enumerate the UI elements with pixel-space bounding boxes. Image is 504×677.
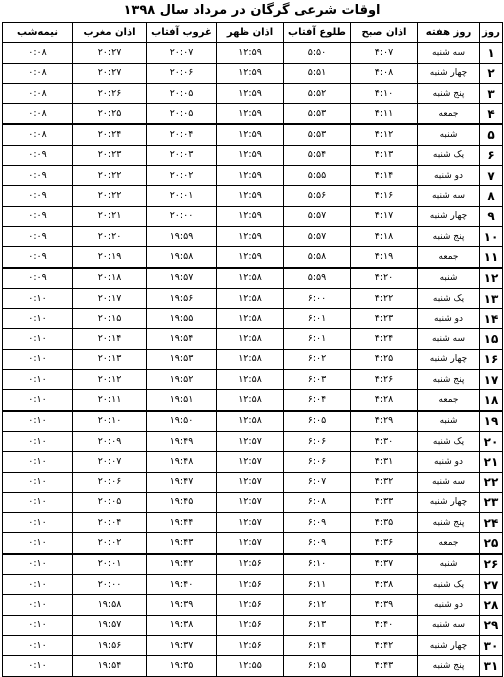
dhuhr-cell: ۱۲:۵۵ bbox=[217, 656, 284, 676]
weekday-cell: چهار شنبه bbox=[418, 206, 480, 226]
sunset-cell: ۲۰:۰۶ bbox=[147, 63, 217, 83]
weekday-cell: یک شنبه bbox=[418, 288, 480, 308]
table-row bbox=[3, 83, 503, 103]
sunrise-cell: ۵:۵۳ bbox=[284, 104, 351, 125]
maghrib-cell: ۲۰:۲۵ bbox=[73, 104, 147, 125]
dhuhr-cell: ۱۲:۵۷ bbox=[217, 533, 284, 554]
sunset-cell: ۲۰:۰۴ bbox=[147, 124, 217, 145]
fajr-cell: ۴:۱۰ bbox=[351, 83, 418, 103]
dhuhr-cell: ۱۲:۵۹ bbox=[217, 124, 284, 145]
table-row bbox=[3, 268, 503, 289]
maghrib-cell: ۱۹:۵۶ bbox=[73, 635, 147, 655]
weekday-cell: چهار شنبه bbox=[418, 492, 480, 512]
header-sunset: غروب آفتاب bbox=[147, 23, 217, 43]
table-row bbox=[3, 472, 503, 492]
midnight-cell: ۰:۰۹ bbox=[3, 247, 73, 268]
day-cell: ۷ bbox=[480, 166, 503, 186]
weekday-cell: جمعه bbox=[418, 390, 480, 411]
table-row bbox=[3, 166, 503, 186]
table-row bbox=[3, 370, 503, 390]
midnight-cell: ۰:۱۰ bbox=[3, 595, 73, 615]
maghrib-cell: ۲۰:۰۰ bbox=[73, 575, 147, 595]
dhuhr-cell: ۱۲:۵۷ bbox=[217, 472, 284, 492]
page-title: اوقات شرعی گرگان در مرداد سال ۱۳۹۸ bbox=[123, 3, 381, 18]
dhuhr-cell: ۱۲:۵۸ bbox=[217, 349, 284, 369]
sunset-cell: ۱۹:۴۷ bbox=[147, 472, 217, 492]
table-row bbox=[3, 309, 503, 329]
fajr-cell: ۴:۱۷ bbox=[351, 206, 418, 226]
sunrise-cell: ۶:۰۱ bbox=[284, 329, 351, 349]
sunset-cell: ۱۹:۳۹ bbox=[147, 595, 217, 615]
sunrise-cell: ۵:۵۳ bbox=[284, 124, 351, 145]
day-cell: ۲۳ bbox=[480, 492, 503, 512]
prayer-times-table bbox=[2, 22, 503, 677]
midnight-cell: ۰:۱۰ bbox=[3, 635, 73, 655]
maghrib-cell: ۲۰:۲۷ bbox=[73, 43, 147, 63]
sunset-cell: ۱۹:۳۷ bbox=[147, 635, 217, 655]
fajr-cell: ۴:۲۲ bbox=[351, 288, 418, 308]
sunset-cell: ۱۹:۵۶ bbox=[147, 288, 217, 308]
day-cell: ۳ bbox=[480, 83, 503, 103]
dhuhr-cell: ۱۲:۵۹ bbox=[217, 43, 284, 63]
sunset-cell: ۱۹:۴۴ bbox=[147, 513, 217, 533]
header-dhuhr: اذان ظهر bbox=[217, 23, 284, 43]
weekday-cell: شنبه bbox=[418, 554, 480, 575]
day-cell: ۱۰ bbox=[480, 226, 503, 246]
fajr-cell: ۴:۲۸ bbox=[351, 390, 418, 411]
midnight-cell: ۰:۱۰ bbox=[3, 533, 73, 554]
sunset-cell: ۱۹:۵۸ bbox=[147, 247, 217, 268]
maghrib-cell: ۲۰:۰۴ bbox=[73, 513, 147, 533]
weekday-cell: سه شنبه bbox=[418, 615, 480, 635]
sunset-cell: ۲۰:۰۷ bbox=[147, 43, 217, 63]
table-row bbox=[3, 288, 503, 308]
sunrise-cell: ۶:۱۴ bbox=[284, 635, 351, 655]
day-cell: ۱ bbox=[480, 43, 503, 63]
sunrise-cell: ۵:۵۱ bbox=[284, 63, 351, 83]
fajr-cell: ۴:۳۳ bbox=[351, 492, 418, 512]
sunset-cell: ۱۹:۵۵ bbox=[147, 309, 217, 329]
dhuhr-cell: ۱۲:۵۷ bbox=[217, 452, 284, 472]
fajr-cell: ۴:۰۷ bbox=[351, 43, 418, 63]
maghrib-cell: ۲۰:۱۴ bbox=[73, 329, 147, 349]
fajr-cell: ۴:۳۲ bbox=[351, 472, 418, 492]
maghrib-cell: ۲۰:۲۰ bbox=[73, 226, 147, 246]
table-row bbox=[3, 329, 503, 349]
table-row bbox=[3, 452, 503, 472]
midnight-cell: ۰:۱۰ bbox=[3, 554, 73, 575]
dhuhr-cell: ۱۲:۵۹ bbox=[217, 206, 284, 226]
sunset-cell: ۱۹:۵۴ bbox=[147, 329, 217, 349]
day-cell: ۱۴ bbox=[480, 309, 503, 329]
day-cell: ۲۷ bbox=[480, 575, 503, 595]
sunrise-cell: ۶:۰۷ bbox=[284, 472, 351, 492]
sunrise-cell: ۶:۰۸ bbox=[284, 492, 351, 512]
weekday-cell: یک شنبه bbox=[418, 575, 480, 595]
dhuhr-cell: ۱۲:۵۶ bbox=[217, 615, 284, 635]
sunrise-cell: ۶:۰۱ bbox=[284, 309, 351, 329]
table-row bbox=[3, 349, 503, 369]
sunset-cell: ۱۹:۳۵ bbox=[147, 656, 217, 676]
midnight-cell: ۰:۰۸ bbox=[3, 124, 73, 145]
sunrise-cell: ۵:۵۶ bbox=[284, 186, 351, 206]
dhuhr-cell: ۱۲:۵۶ bbox=[217, 554, 284, 575]
day-cell: ۶ bbox=[480, 145, 503, 165]
day-cell: ۲۹ bbox=[480, 615, 503, 635]
dhuhr-cell: ۱۲:۵۹ bbox=[217, 247, 284, 268]
day-cell: ۲۲ bbox=[480, 472, 503, 492]
midnight-cell: ۰:۱۰ bbox=[3, 492, 73, 512]
sunrise-cell: ۵:۵۲ bbox=[284, 83, 351, 103]
sunrise-cell: ۶:۱۰ bbox=[284, 554, 351, 575]
table-row bbox=[3, 226, 503, 246]
midnight-cell: ۰:۱۰ bbox=[3, 513, 73, 533]
day-cell: ۱۳ bbox=[480, 288, 503, 308]
day-cell: ۲۴ bbox=[480, 513, 503, 533]
midnight-cell: ۰:۱۰ bbox=[3, 349, 73, 369]
header-row bbox=[3, 23, 503, 43]
fajr-cell: ۴:۲۵ bbox=[351, 349, 418, 369]
day-cell: ۱۷ bbox=[480, 370, 503, 390]
fajr-cell: ۴:۳۶ bbox=[351, 533, 418, 554]
sunrise-cell: ۶:۰۹ bbox=[284, 533, 351, 554]
day-cell: ۲۸ bbox=[480, 595, 503, 615]
sunrise-cell: ۶:۰۵ bbox=[284, 411, 351, 432]
weekday-cell: سه شنبه bbox=[418, 43, 480, 63]
fajr-cell: ۴:۳۱ bbox=[351, 452, 418, 472]
fajr-cell: ۴:۰۸ bbox=[351, 63, 418, 83]
day-cell: ۲۱ bbox=[480, 452, 503, 472]
fajr-cell: ۴:۳۵ bbox=[351, 513, 418, 533]
maghrib-cell: ۱۹:۵۴ bbox=[73, 656, 147, 676]
fajr-cell: ۴:۳۹ bbox=[351, 595, 418, 615]
sunset-cell: ۱۹:۵۰ bbox=[147, 411, 217, 432]
midnight-cell: ۰:۰۹ bbox=[3, 145, 73, 165]
table-row bbox=[3, 206, 503, 226]
sunset-cell: ۲۰:۰۵ bbox=[147, 83, 217, 103]
weekday-cell: جمعه bbox=[418, 533, 480, 554]
midnight-cell: ۰:۱۰ bbox=[3, 575, 73, 595]
dhuhr-cell: ۱۲:۵۷ bbox=[217, 431, 284, 451]
table-row bbox=[3, 63, 503, 83]
maghrib-cell: ۲۰:۲۷ bbox=[73, 63, 147, 83]
day-cell: ۱۵ bbox=[480, 329, 503, 349]
sunset-cell: ۱۹:۵۲ bbox=[147, 370, 217, 390]
weekday-cell: شنبه bbox=[418, 124, 480, 145]
sunrise-cell: ۶:۰۶ bbox=[284, 431, 351, 451]
sunset-cell: ۱۹:۵۷ bbox=[147, 268, 217, 289]
day-cell: ۳۰ bbox=[480, 635, 503, 655]
dhuhr-cell: ۱۲:۵۹ bbox=[217, 83, 284, 103]
sunrise-cell: ۵:۵۵ bbox=[284, 166, 351, 186]
maghrib-cell: ۲۰:۰۷ bbox=[73, 452, 147, 472]
day-cell: ۹ bbox=[480, 206, 503, 226]
maghrib-cell: ۲۰:۰۱ bbox=[73, 554, 147, 575]
fajr-cell: ۴:۱۱ bbox=[351, 104, 418, 125]
midnight-cell: ۰:۱۰ bbox=[3, 411, 73, 432]
table-row bbox=[3, 595, 503, 615]
day-cell: ۴ bbox=[480, 104, 503, 125]
maghrib-cell: ۲۰:۰۵ bbox=[73, 492, 147, 512]
dhuhr-cell: ۱۲:۵۸ bbox=[217, 309, 284, 329]
weekday-cell: شنبه bbox=[418, 411, 480, 432]
dhuhr-cell: ۱۲:۵۷ bbox=[217, 513, 284, 533]
fajr-cell: ۴:۱۹ bbox=[351, 247, 418, 268]
sunset-cell: ۲۰:۰۳ bbox=[147, 145, 217, 165]
sunset-cell: ۱۹:۴۳ bbox=[147, 533, 217, 554]
weekday-cell: سه شنبه bbox=[418, 329, 480, 349]
table-row bbox=[3, 124, 503, 145]
sunset-cell: ۱۹:۴۰ bbox=[147, 575, 217, 595]
day-cell: ۲ bbox=[480, 63, 503, 83]
maghrib-cell: ۲۰:۱۵ bbox=[73, 309, 147, 329]
maghrib-cell: ۲۰:۱۳ bbox=[73, 349, 147, 369]
midnight-cell: ۰:۰۸ bbox=[3, 83, 73, 103]
table-row bbox=[3, 533, 503, 554]
weekday-cell: دو شنبه bbox=[418, 452, 480, 472]
sunrise-cell: ۶:۱۵ bbox=[284, 656, 351, 676]
dhuhr-cell: ۱۲:۵۹ bbox=[217, 166, 284, 186]
day-cell: ۱۲ bbox=[480, 268, 503, 289]
day-cell: ۱۱ bbox=[480, 247, 503, 268]
maghrib-cell: ۲۰:۲۴ bbox=[73, 124, 147, 145]
weekday-cell: پنج شنبه bbox=[418, 513, 480, 533]
midnight-cell: ۰:۰۸ bbox=[3, 43, 73, 63]
maghrib-cell: ۲۰:۲۳ bbox=[73, 145, 147, 165]
sunrise-cell: ۵:۵۹ bbox=[284, 268, 351, 289]
maghrib-cell: ۱۹:۵۷ bbox=[73, 615, 147, 635]
day-cell: ۵ bbox=[480, 124, 503, 145]
dhuhr-cell: ۱۲:۵۸ bbox=[217, 411, 284, 432]
midnight-cell: ۰:۱۰ bbox=[3, 390, 73, 411]
midnight-cell: ۰:۰۹ bbox=[3, 186, 73, 206]
weekday-cell: چهار شنبه bbox=[418, 635, 480, 655]
dhuhr-cell: ۱۲:۵۸ bbox=[217, 288, 284, 308]
weekday-cell: چهار شنبه bbox=[418, 63, 480, 83]
weekday-cell: دو شنبه bbox=[418, 309, 480, 329]
sunrise-cell: ۶:۰۴ bbox=[284, 390, 351, 411]
table-row bbox=[3, 431, 503, 451]
maghrib-cell: ۲۰:۲۲ bbox=[73, 166, 147, 186]
weekday-cell: پنج شنبه bbox=[418, 370, 480, 390]
header-sunrise: طلوع آفتاب bbox=[284, 23, 351, 43]
sunset-cell: ۱۹:۴۲ bbox=[147, 554, 217, 575]
fajr-cell: ۴:۴۰ bbox=[351, 615, 418, 635]
midnight-cell: ۰:۰۹ bbox=[3, 268, 73, 289]
sunrise-cell: ۶:۱۱ bbox=[284, 575, 351, 595]
dhuhr-cell: ۱۲:۵۸ bbox=[217, 268, 284, 289]
table-row bbox=[3, 513, 503, 533]
maghrib-cell: ۲۰:۱۲ bbox=[73, 370, 147, 390]
midnight-cell: ۰:۰۹ bbox=[3, 226, 73, 246]
sunset-cell: ۱۹:۴۸ bbox=[147, 452, 217, 472]
day-cell: ۲۶ bbox=[480, 554, 503, 575]
sunrise-cell: ۵:۵۴ bbox=[284, 145, 351, 165]
sunset-cell: ۲۰:۰۱ bbox=[147, 186, 217, 206]
header-day: روز bbox=[480, 23, 503, 43]
weekday-cell: جمعه bbox=[418, 104, 480, 125]
sunrise-cell: ۶:۰۳ bbox=[284, 370, 351, 390]
maghrib-cell: ۲۰:۱۱ bbox=[73, 390, 147, 411]
weekday-cell: پنج شنبه bbox=[418, 83, 480, 103]
midnight-cell: ۰:۱۰ bbox=[3, 370, 73, 390]
sunrise-cell: ۶:۱۳ bbox=[284, 615, 351, 635]
day-cell: ۱۸ bbox=[480, 390, 503, 411]
sunrise-cell: ۵:۵۷ bbox=[284, 206, 351, 226]
sunrise-cell: ۶:۱۲ bbox=[284, 595, 351, 615]
dhuhr-cell: ۱۲:۵۶ bbox=[217, 595, 284, 615]
dhuhr-cell: ۱۲:۵۹ bbox=[217, 186, 284, 206]
weekday-cell: یک شنبه bbox=[418, 145, 480, 165]
sunset-cell: ۱۹:۴۹ bbox=[147, 431, 217, 451]
sunrise-cell: ۶:۰۲ bbox=[284, 349, 351, 369]
midnight-cell: ۰:۰۸ bbox=[3, 104, 73, 125]
weekday-cell: شنبه bbox=[418, 268, 480, 289]
maghrib-cell: ۲۰:۱۷ bbox=[73, 288, 147, 308]
midnight-cell: ۰:۱۰ bbox=[3, 615, 73, 635]
sunset-cell: ۱۹:۵۹ bbox=[147, 226, 217, 246]
table-row bbox=[3, 43, 503, 63]
fajr-cell: ۴:۲۹ bbox=[351, 411, 418, 432]
fajr-cell: ۴:۱۶ bbox=[351, 186, 418, 206]
dhuhr-cell: ۱۲:۵۸ bbox=[217, 390, 284, 411]
table-row bbox=[3, 575, 503, 595]
table-row bbox=[3, 635, 503, 655]
header-maghrib: اذان مغرب bbox=[73, 23, 147, 43]
header-weekday: روز هفته bbox=[418, 23, 480, 43]
header-midnight: نیمه‌شب bbox=[3, 23, 73, 43]
dhuhr-cell: ۱۲:۵۷ bbox=[217, 492, 284, 512]
sunset-cell: ۲۰:۰۲ bbox=[147, 166, 217, 186]
dhuhr-cell: ۱۲:۵۹ bbox=[217, 104, 284, 125]
dhuhr-cell: ۱۲:۵۸ bbox=[217, 370, 284, 390]
sunset-cell: ۱۹:۳۸ bbox=[147, 615, 217, 635]
weekday-cell: پنج شنبه bbox=[418, 656, 480, 676]
table-row bbox=[3, 492, 503, 512]
table-row bbox=[3, 390, 503, 411]
maghrib-cell: ۲۰:۱۰ bbox=[73, 411, 147, 432]
maghrib-cell: ۲۰:۲۱ bbox=[73, 206, 147, 226]
midnight-cell: ۰:۰۸ bbox=[3, 63, 73, 83]
fajr-cell: ۴:۲۴ bbox=[351, 329, 418, 349]
fajr-cell: ۴:۲۶ bbox=[351, 370, 418, 390]
sunset-cell: ۱۹:۵۱ bbox=[147, 390, 217, 411]
dhuhr-cell: ۱۲:۵۹ bbox=[217, 226, 284, 246]
day-cell: ۲۵ bbox=[480, 533, 503, 554]
header-fajr: اذان صبح bbox=[351, 23, 418, 43]
dhuhr-cell: ۱۲:۵۸ bbox=[217, 329, 284, 349]
dhuhr-cell: ۱۲:۵۶ bbox=[217, 635, 284, 655]
midnight-cell: ۰:۰۹ bbox=[3, 166, 73, 186]
table-row bbox=[3, 145, 503, 165]
maghrib-cell: ۲۰:۰۹ bbox=[73, 431, 147, 451]
sunset-cell: ۲۰:۰۰ bbox=[147, 206, 217, 226]
weekday-cell: پنج شنبه bbox=[418, 226, 480, 246]
fajr-cell: ۴:۴۲ bbox=[351, 635, 418, 655]
day-cell: ۳۱ bbox=[480, 656, 503, 676]
table-row bbox=[3, 554, 503, 575]
midnight-cell: ۰:۱۰ bbox=[3, 452, 73, 472]
fajr-cell: ۴:۱۴ bbox=[351, 166, 418, 186]
fajr-cell: ۴:۱۸ bbox=[351, 226, 418, 246]
table-row bbox=[3, 247, 503, 268]
table-row bbox=[3, 411, 503, 432]
weekday-cell: دو شنبه bbox=[418, 166, 480, 186]
fajr-cell: ۴:۴۳ bbox=[351, 656, 418, 676]
maghrib-cell: ۲۰:۱۹ bbox=[73, 247, 147, 268]
sunset-cell: ۲۰:۰۵ bbox=[147, 104, 217, 125]
fajr-cell: ۴:۳۷ bbox=[351, 554, 418, 575]
maghrib-cell: ۲۰:۰۶ bbox=[73, 472, 147, 492]
table-row bbox=[3, 186, 503, 206]
dhuhr-cell: ۱۲:۵۹ bbox=[217, 63, 284, 83]
table-row bbox=[3, 615, 503, 635]
day-cell: ۱۹ bbox=[480, 411, 503, 432]
sunrise-cell: ۵:۵۸ bbox=[284, 247, 351, 268]
fajr-cell: ۴:۳۸ bbox=[351, 575, 418, 595]
fajr-cell: ۴:۳۰ bbox=[351, 431, 418, 451]
maghrib-cell: ۲۰:۲۶ bbox=[73, 83, 147, 103]
fajr-cell: ۴:۱۳ bbox=[351, 145, 418, 165]
sunset-cell: ۱۹:۴۵ bbox=[147, 492, 217, 512]
sunrise-cell: ۶:۰۶ bbox=[284, 452, 351, 472]
maghrib-cell: ۲۰:۱۸ bbox=[73, 268, 147, 289]
weekday-cell: یک شنبه bbox=[418, 431, 480, 451]
sunrise-cell: ۶:۰۰ bbox=[284, 288, 351, 308]
table-row bbox=[3, 656, 503, 676]
weekday-cell: سه شنبه bbox=[418, 472, 480, 492]
maghrib-cell: ۲۰:۲۲ bbox=[73, 186, 147, 206]
sunrise-cell: ۵:۵۰ bbox=[284, 43, 351, 63]
dhuhr-cell: ۱۲:۵۶ bbox=[217, 575, 284, 595]
fajr-cell: ۴:۱۲ bbox=[351, 124, 418, 145]
midnight-cell: ۰:۱۰ bbox=[3, 472, 73, 492]
day-cell: ۱۶ bbox=[480, 349, 503, 369]
midnight-cell: ۰:۱۰ bbox=[3, 329, 73, 349]
midnight-cell: ۰:۱۰ bbox=[3, 288, 73, 308]
sunrise-cell: ۶:۰۹ bbox=[284, 513, 351, 533]
fajr-cell: ۴:۲۰ bbox=[351, 268, 418, 289]
midnight-cell: ۰:۱۰ bbox=[3, 431, 73, 451]
midnight-cell: ۰:۱۰ bbox=[3, 656, 73, 676]
fajr-cell: ۴:۲۳ bbox=[351, 309, 418, 329]
weekday-cell: سه شنبه bbox=[418, 186, 480, 206]
weekday-cell: چهار شنبه bbox=[418, 349, 480, 369]
maghrib-cell: ۱۹:۵۸ bbox=[73, 595, 147, 615]
sunset-cell: ۱۹:۵۳ bbox=[147, 349, 217, 369]
day-cell: ۲۰ bbox=[480, 431, 503, 451]
midnight-cell: ۰:۰۹ bbox=[3, 206, 73, 226]
day-cell: ۸ bbox=[480, 186, 503, 206]
table-body bbox=[3, 43, 503, 676]
sunrise-cell: ۵:۵۷ bbox=[284, 226, 351, 246]
weekday-cell: دو شنبه bbox=[418, 595, 480, 615]
maghrib-cell: ۲۰:۰۲ bbox=[73, 533, 147, 554]
weekday-cell: جمعه bbox=[418, 247, 480, 268]
dhuhr-cell: ۱۲:۵۹ bbox=[217, 145, 284, 165]
midnight-cell: ۰:۱۰ bbox=[3, 309, 73, 329]
table-row bbox=[3, 104, 503, 125]
